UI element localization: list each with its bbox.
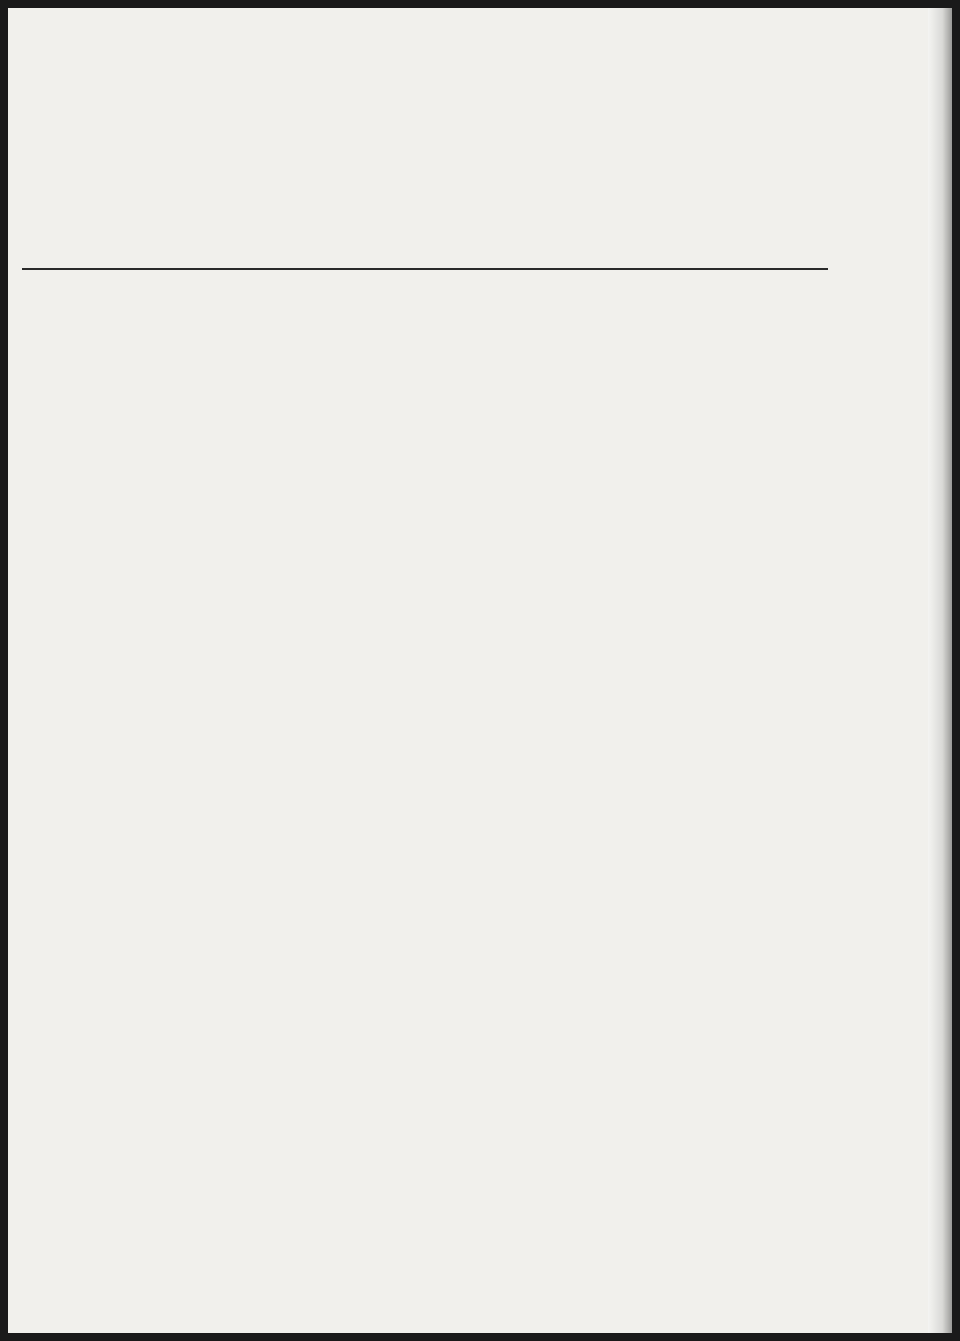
document-page	[8, 8, 928, 1333]
total-divider-line	[22, 268, 828, 270]
scan-edge	[928, 8, 952, 1333]
